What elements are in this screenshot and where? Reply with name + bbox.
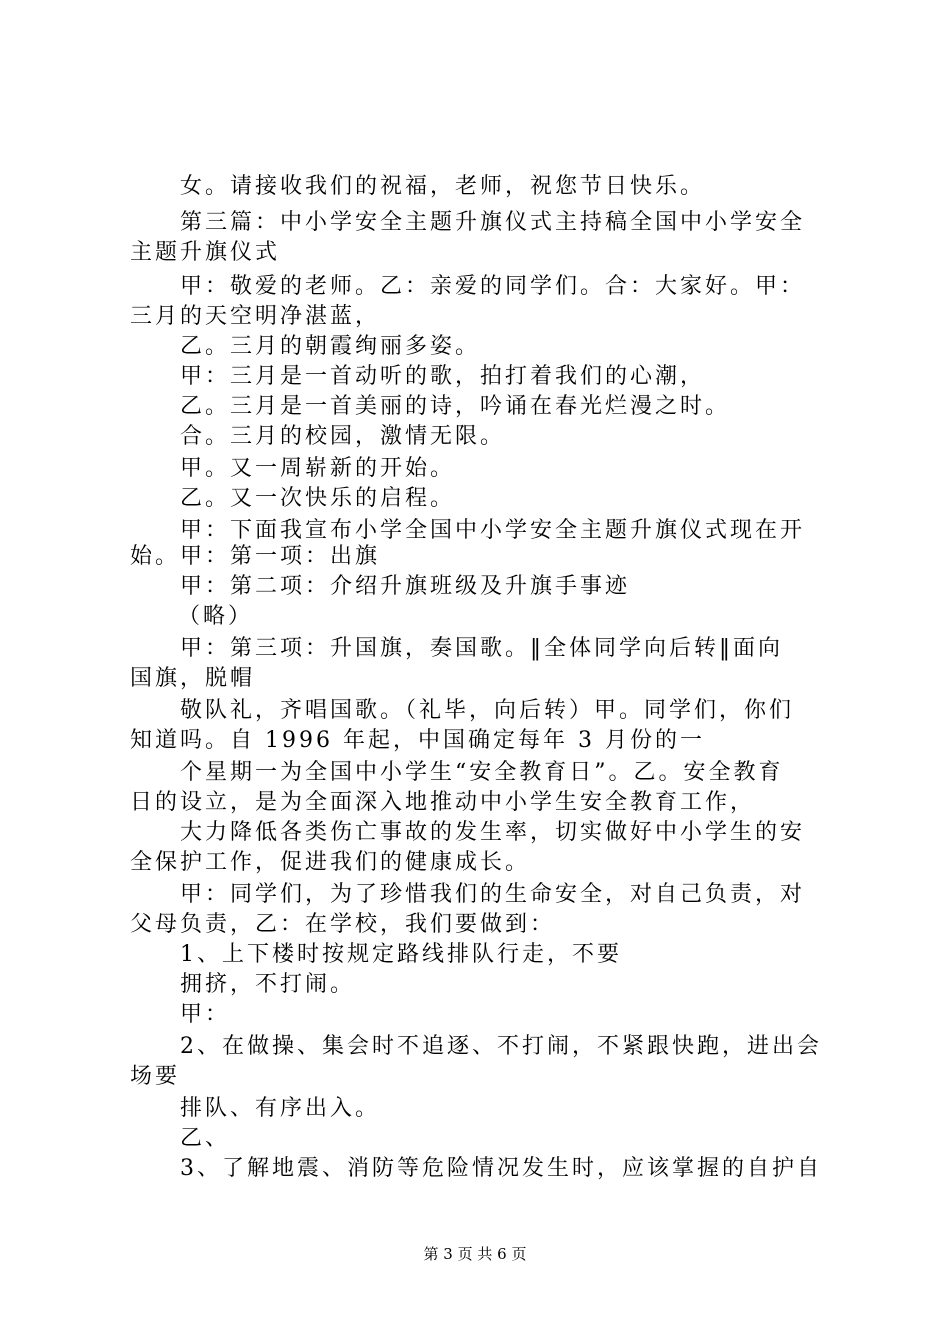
text-line: 甲：下面我宣布小学全国中小学安全主题升旗仪式现在开 bbox=[180, 518, 806, 543]
text-line: 甲：敬爱的老师。乙：亲爱的同学们。合：大家好。甲： bbox=[180, 274, 806, 299]
text-line: 乙、 bbox=[180, 1126, 231, 1151]
list-item: 2、在做操、集会时不追逐、不打闹，不紧跟快跑，进出会 bbox=[180, 1034, 822, 1059]
text-line: 女。请接收我们的祝福，老师，祝您节日快乐。 bbox=[180, 174, 706, 199]
text-line: 甲：第三项：升国旗，奏国歌。‖全体同学向后转‖面向 bbox=[180, 636, 784, 661]
text-line: 大力降低各类伤亡事故的发生率，切实做好中小学生的安 bbox=[180, 820, 806, 845]
text-line: 甲：三月是一首动听的歌，拍打着我们的心潮， bbox=[180, 364, 706, 389]
text-line: 拥挤，不打闹。 bbox=[180, 972, 356, 997]
text-line: 知道吗。自 1996 年起，中国确定每年 3 月份的一 bbox=[130, 728, 705, 753]
page-number: 第 3 页 共 6 页 bbox=[423, 1245, 527, 1263]
text-line: 乙。三月是一首美丽的诗，吟诵在春光烂漫之时。 bbox=[180, 394, 731, 419]
text-line: （略） bbox=[178, 604, 254, 629]
section-heading: 第三篇：中小学安全主题升旗仪式主持稿全国中小学安全 bbox=[180, 210, 806, 235]
text-line: 敬队礼，齐唱国歌。（礼毕，向后转）甲。同学们，你们 bbox=[180, 698, 795, 723]
text-line: 排队、有序出入。 bbox=[180, 1096, 381, 1121]
list-item: 3、了解地震、消防等危险情况发生时，应该掌握的自护自 bbox=[180, 1156, 822, 1181]
text-line: 场要 bbox=[130, 1064, 181, 1089]
text-line: 国旗，脱帽 bbox=[130, 666, 256, 691]
text-line: 父母负责，乙：在学校，我们要做到： bbox=[130, 912, 556, 937]
text-line: 全保护工作，促进我们的健康成长。 bbox=[130, 850, 531, 875]
text-line: 日的设立，是为全面深入地推动中小学生安全教育工作， bbox=[130, 790, 756, 815]
text-line: 三月的天空明净湛蓝， bbox=[130, 304, 381, 329]
text-line: 合。三月的校园，激情无限。 bbox=[180, 424, 506, 449]
text-line: 始。甲：第一项：出旗 bbox=[130, 544, 381, 569]
text-line: 乙。又一次快乐的启程。 bbox=[180, 486, 456, 511]
text-line: 甲：第二项：介绍升旗班级及升旗手事迹 bbox=[180, 574, 631, 599]
section-heading-continued: 主题升旗仪式 bbox=[130, 240, 281, 265]
text-line: 个星期一为全国中小学生“安全教育日”。乙。安全教育 bbox=[180, 760, 784, 785]
text-line: 甲： bbox=[180, 1002, 231, 1027]
text-line: 甲。又一周崭新的开始。 bbox=[180, 456, 456, 481]
text-line: 甲：同学们，为了珍惜我们的生命安全，对自己负责，对 bbox=[180, 882, 806, 907]
text-line: 乙。三月的朝霞绚丽多姿。 bbox=[180, 334, 481, 359]
list-item: 1、上下楼时按规定路线排队行走，不要 bbox=[180, 942, 622, 967]
